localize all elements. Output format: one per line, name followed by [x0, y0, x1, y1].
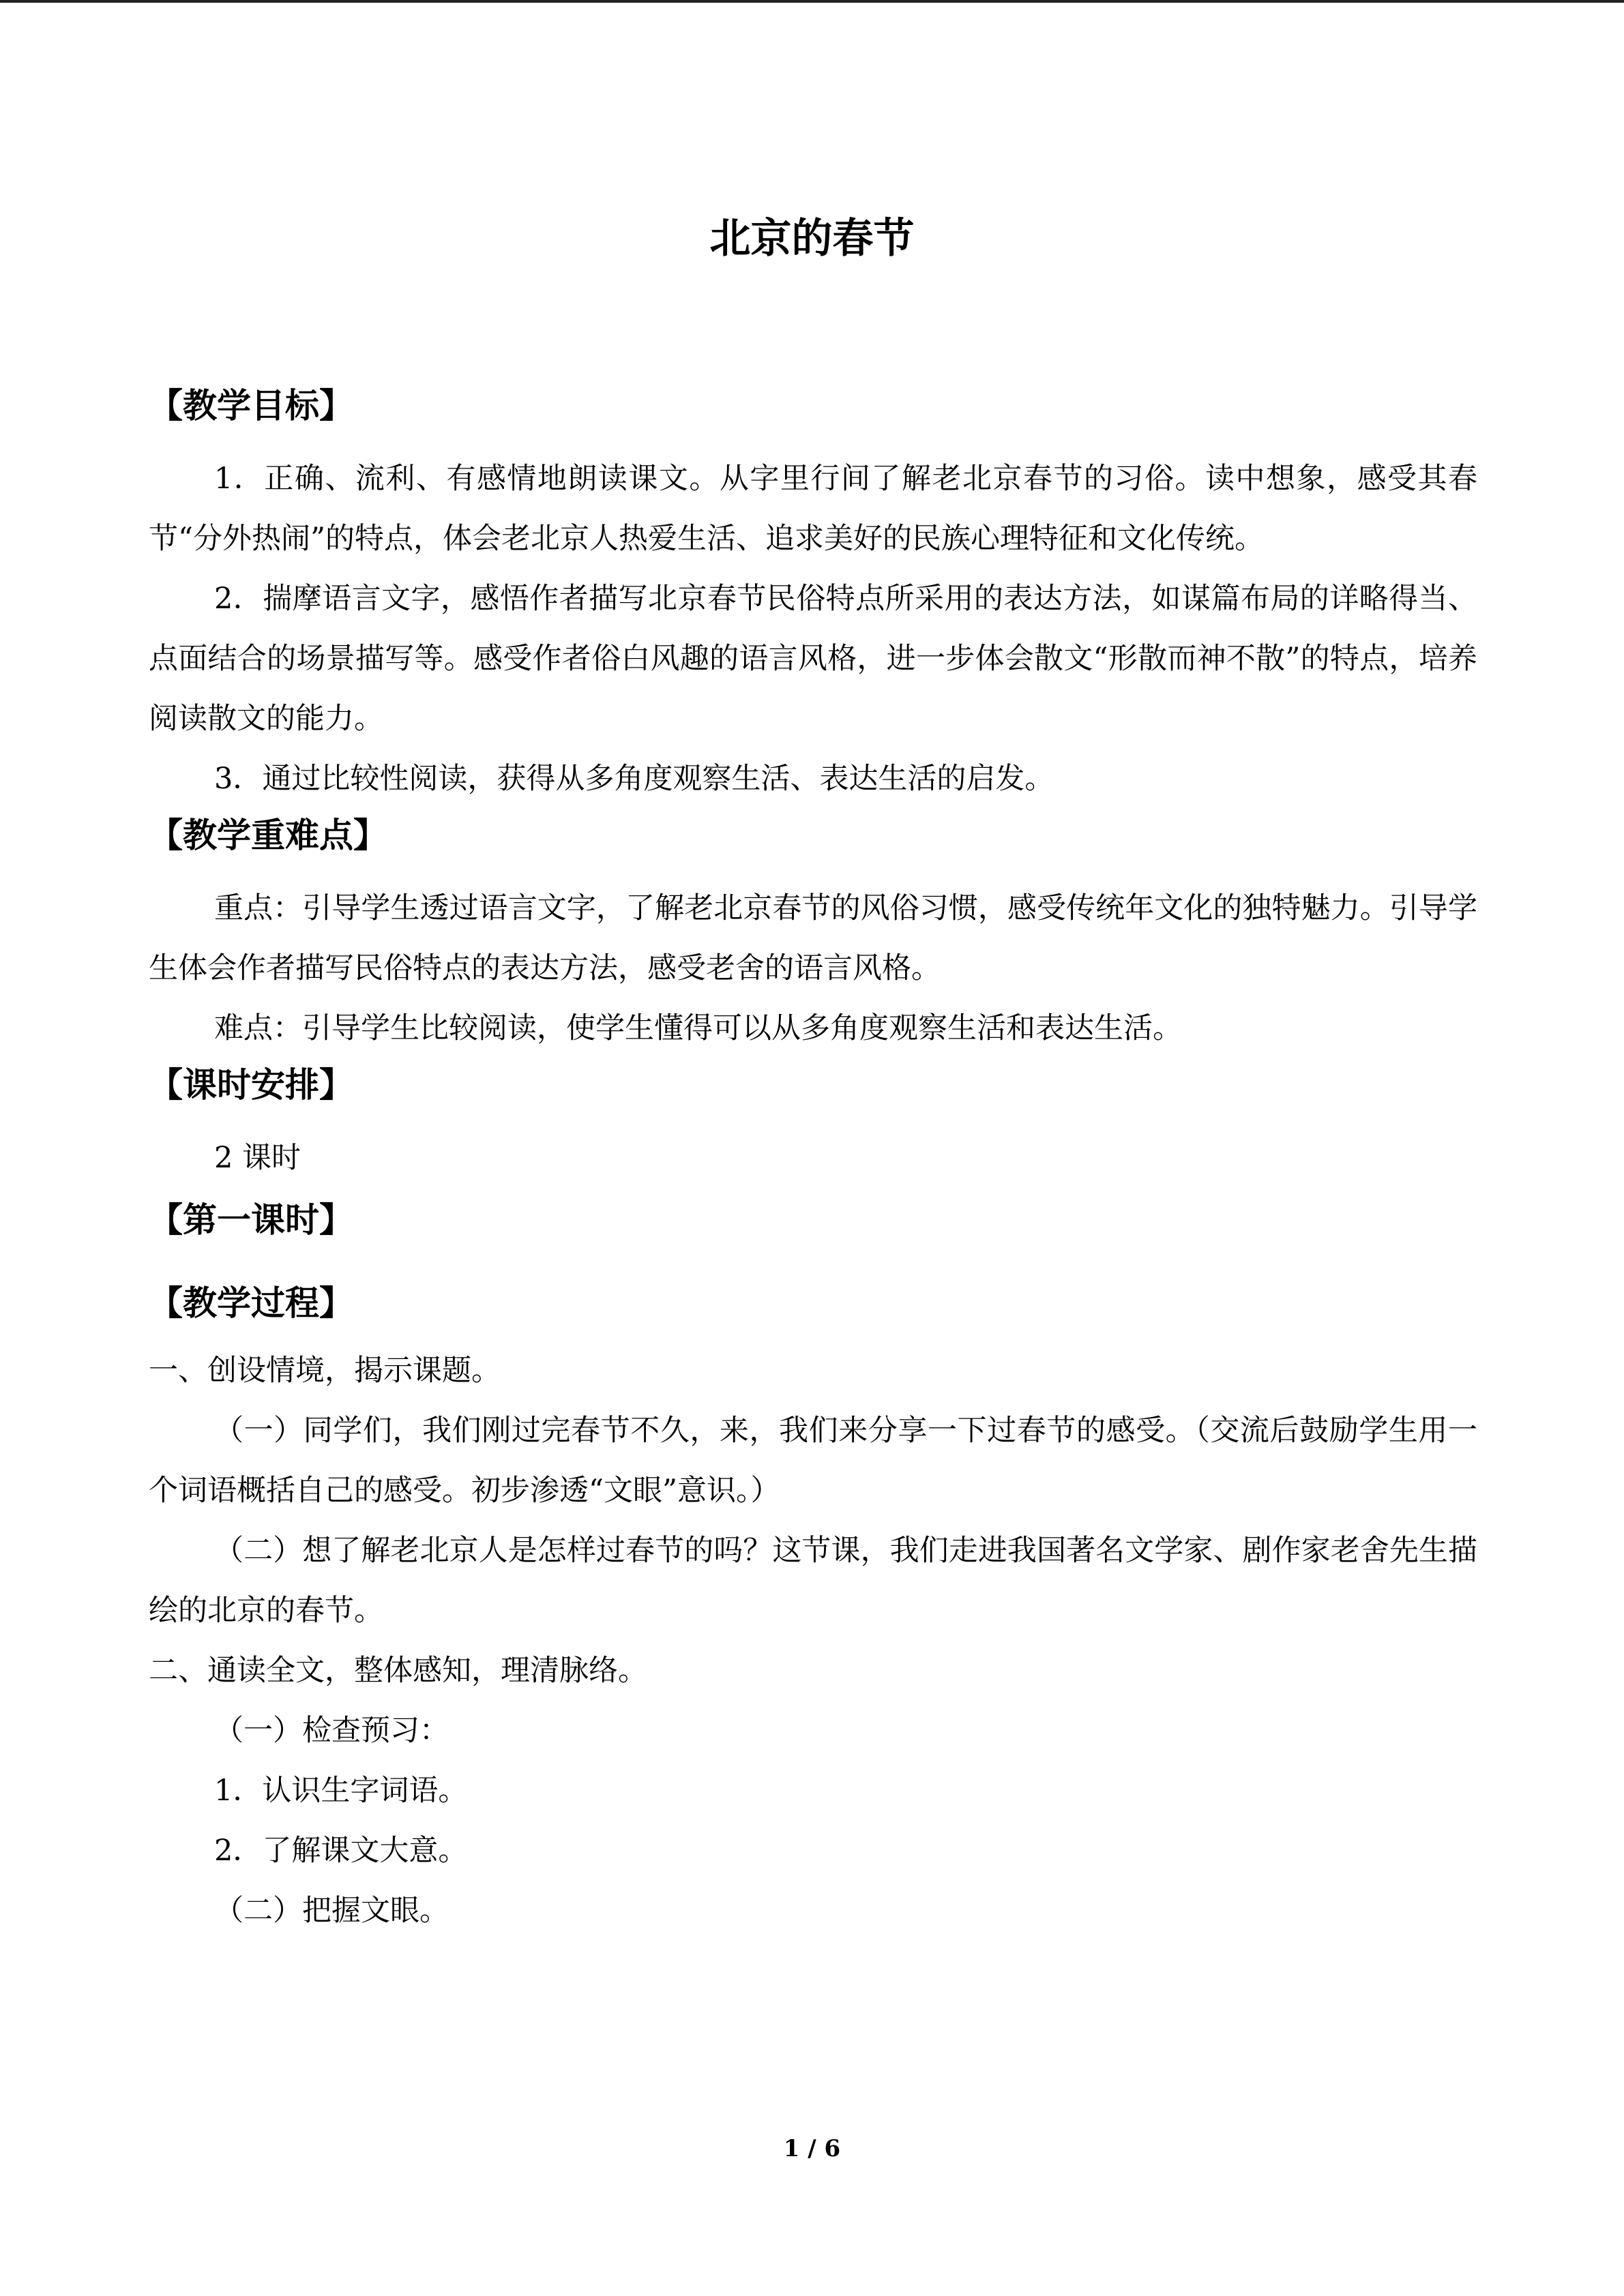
process-step-2-item-1: 1．认识生字词语。 [214, 1774, 468, 1808]
schedule-value: 2 课时 [214, 1141, 301, 1175]
section-heading-lesson-one: 【第一课时】 [149, 1200, 353, 1240]
process-step-1-title: 一、创设情境，揭示课题。 [149, 1354, 501, 1388]
top-border-line [0, 0, 1624, 3]
process-step-2-title: 二、通读全文，整体感知，理清脉络。 [149, 1654, 647, 1688]
goal-item-2: 2．揣摩语言文字，感悟作者描写北京春节民俗特点所采用的表达方法，如谋篇布局的详略得当、点面结合的场景描写等。感受作者俗白风趣的语言风格，进一步体会散文“形散而神不散”的特点，培养阅读散文的能力。 [149, 582, 1477, 736]
section-heading-key-points: 【教学重难点】 [149, 816, 387, 855]
section-heading-process: 【教学过程】 [149, 1283, 353, 1323]
section-heading-goals: 【教学目标】 [149, 386, 353, 426]
goal-item-3: 3．通过比较性阅读，获得从多角度观察生活、表达生活的启发。 [214, 762, 1054, 796]
process-step-2-item-2: 2．了解课文大意。 [214, 1834, 468, 1868]
page-title: 北京的春节 [709, 215, 915, 263]
process-step-2-sub-2: （二）把握文眼。 [214, 1894, 449, 1928]
key-point-focus: 重点：引导学生透过语言文字，了解老北京春节的风俗习惯，感受传统年文化的独特魅力。引导学生体会作者描写民俗特点的表达方法，感受老舍的语言风格。 [149, 891, 1477, 985]
process-step-2-sub-1: （一）检查预习： [214, 1714, 449, 1748]
process-step-1-paragraph-2: （二）想了解老北京人是怎样过春节的吗？这节课，我们走进我国著名文学家、剧作家老舍先生描绘的北京的春节。 [149, 1534, 1477, 1628]
document-body [149, 382, 1477, 1941]
key-point-difficulty: 难点：引导学生比较阅读，使学生懂得可以从多角度观察生活和表达生活。 [214, 1011, 1182, 1045]
page-number: 1 / 6 [783, 2135, 841, 2162]
process-step-1-paragraph-1: （一）同学们，我们刚过完春节不久，来，我们来分享一下过春节的感受。（交流后鼓励学生用一个词语概括自己的感受。初步渗透“文眼”意识。） [149, 1414, 1477, 1508]
goal-item-1: 1．正确、流利、有感情地朗读课文。从字里行间了解老北京春节的习俗。读中想象，感受其春节“分外热闹”的特点，体会老北京人热爱生活、追求美好的民族心理特征和文化传统。 [149, 462, 1477, 556]
section-heading-schedule: 【课时安排】 [149, 1065, 353, 1105]
